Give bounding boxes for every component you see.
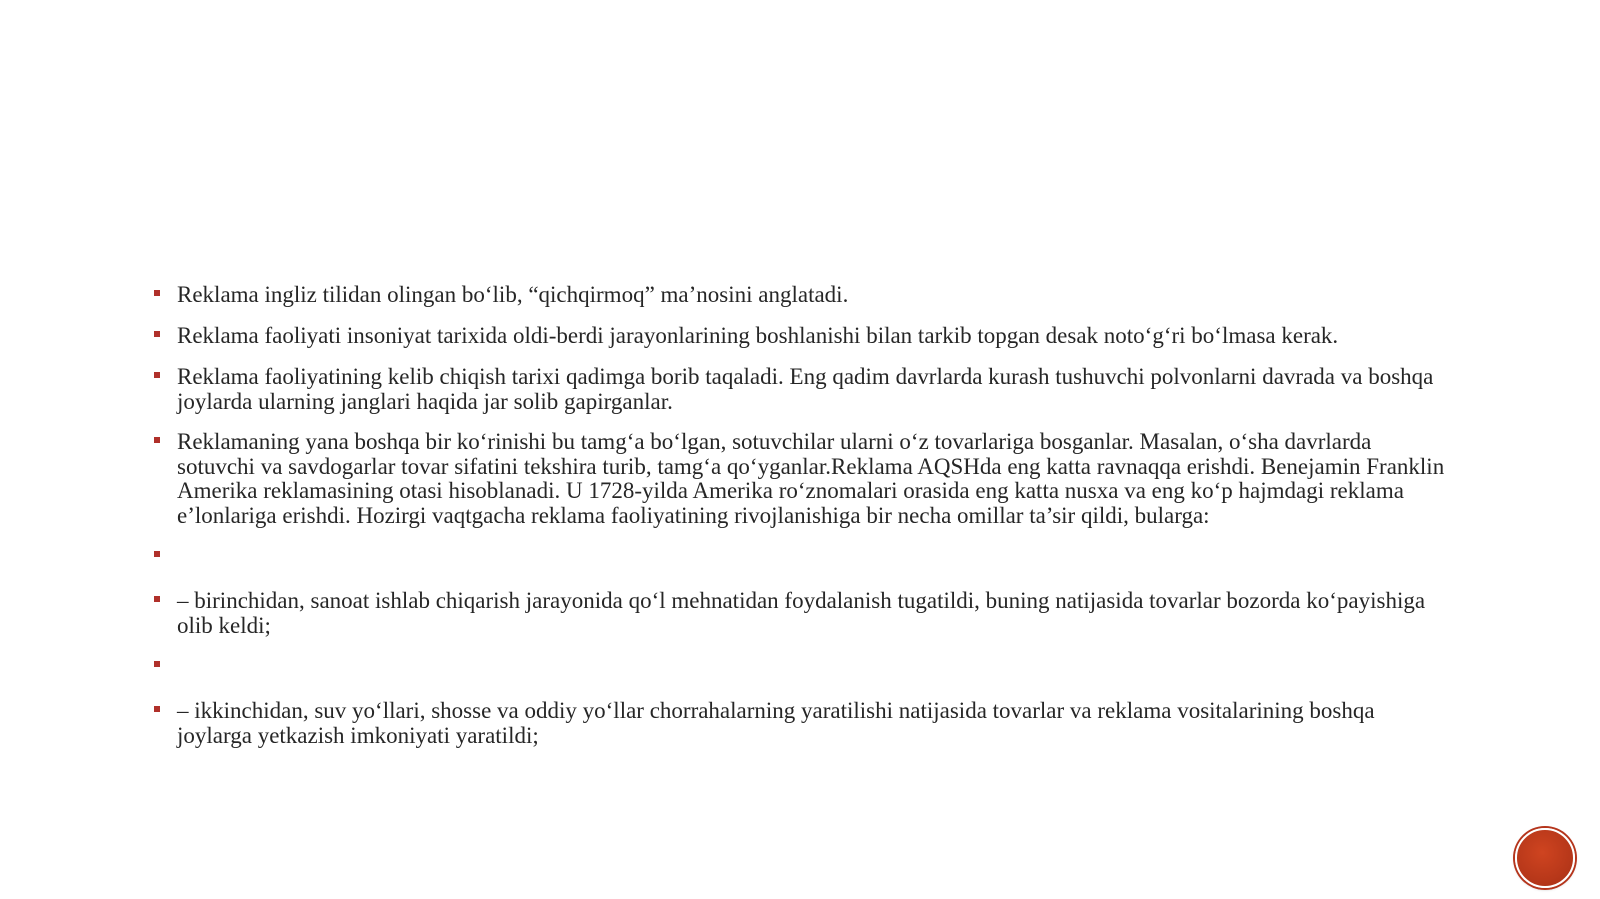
bullet-text: – birinchidan, sanoat ishlab chiqarish jarayonida qo‘l mehnatidan foydalanish tugatildi, buning natijasida tovarlar bozorda ko‘payishiga olib keldi;: [177, 588, 1426, 638]
bullet-item: [152, 365, 1452, 414]
square-bullet-icon: [154, 661, 160, 667]
bullet-item: [152, 699, 1452, 748]
circle-button-icon[interactable]: [1515, 828, 1575, 888]
bullet-item: [152, 324, 1452, 349]
square-bullet-icon: [154, 372, 160, 378]
square-bullet-icon: [154, 551, 160, 557]
square-bullet-icon: [154, 331, 160, 337]
bullet-item-empty: [152, 544, 1452, 569]
bullet-text: Reklamaning yana boshqa bir ko‘rinishi bu tamg‘a bo‘lgan, sotuvchilar ularni o‘z tovarlariga bosganlar. Masalan, o‘sha davrlarda sotuvchi va savdogarlar tovar sifatini tekshira turib, tamg‘a qo‘yganlar.Reklama AQSHda eng katta ravnaqqa erishdi. Benejamin Franklin Amerika reklamasining otasi hisoblanadi. U 1728-yilda Amerika ro‘znomalari orasida eng katta nusxa va eng ko‘p hajmdagi reklama e’lonlariga erishdi. Hozirgi vaqtgacha reklama faoliyatining rivojlanishiga bir necha omillar ta’sir qildi, bularga:: [177, 429, 1445, 528]
square-bullet-icon: [154, 290, 160, 296]
bullet-text: – ikkinchidan, suv yo‘llari, shosse va oddiy yo‘llar chorrahalarning yaratilishi natijasida tovarlar va reklama vositalarining boshqa joylarga yetkazish imkoniyati yaratildi;: [177, 698, 1375, 748]
bullet-item: [152, 589, 1452, 638]
bullet-item: [152, 283, 1452, 308]
bullet-item: [152, 430, 1452, 528]
square-bullet-icon: [154, 706, 160, 712]
square-bullet-icon: [154, 437, 160, 443]
bullet-text: Reklama faoliyati insoniyat tarixida oldi-berdi jarayonlarining boshlanishi bilan tarkib topgan desak noto‘g‘ri bo‘lmasa kerak.: [177, 323, 1339, 348]
bullet-list: [152, 283, 1452, 764]
square-bullet-icon: [154, 596, 160, 602]
bullet-text: Reklama ingliz tilidan olingan bo‘lib, “qichqirmoq” ma’nosini anglatadi.: [177, 282, 849, 307]
bullet-item-empty: [152, 654, 1452, 679]
bullet-text: Reklama faoliyatining kelib chiqish tarixi qadimga borib taqaladi. Eng qadim davrlarda kurash tushuvchi polvonlarni davrada va boshqa joylarda ularning janglari haqida jar solib gapirganlar.: [177, 364, 1434, 414]
